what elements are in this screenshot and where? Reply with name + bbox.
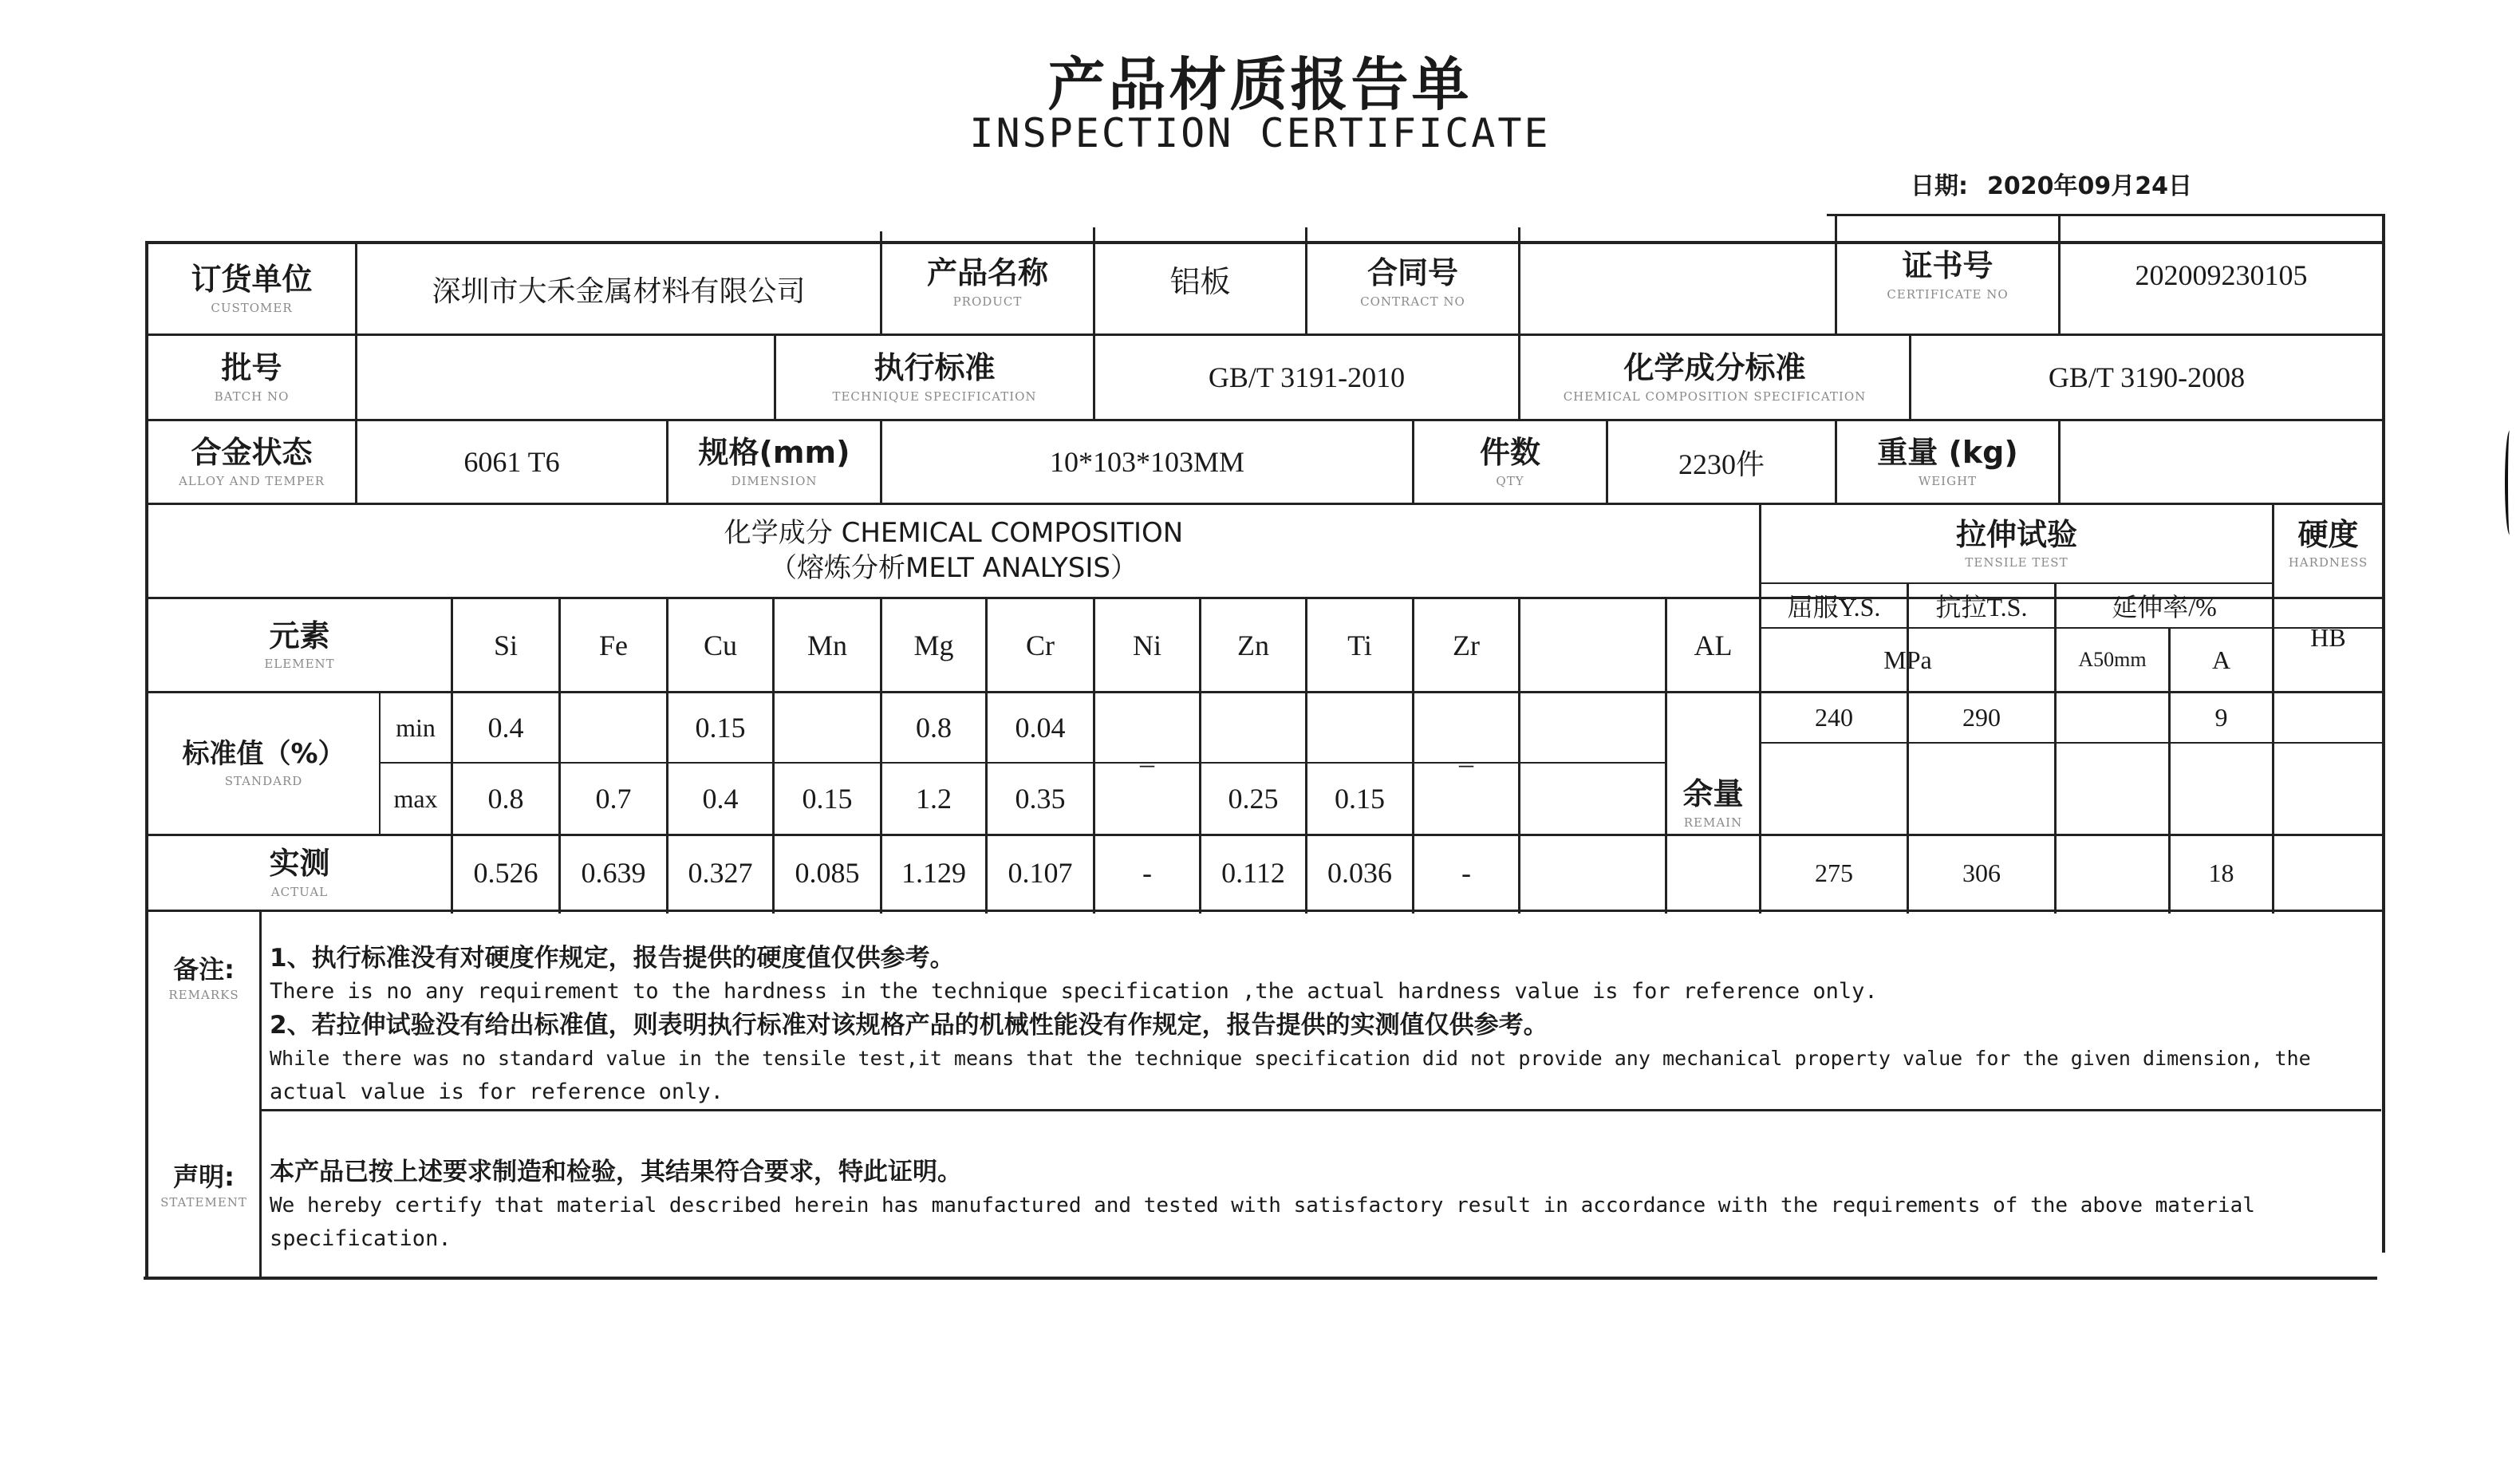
element-header-cell-text: Ti: [1347, 629, 1372, 661]
hardness-title: 硬度 HARDNESS: [2288, 516, 2368, 570]
weight-label: 重量 (kg) WEIGHT: [1877, 435, 2018, 488]
actual-value-cell: [668, 836, 772, 910]
element-header-cell-text: Ni: [1133, 629, 1161, 661]
certificate-title-cn: 产品材质报告单: [1047, 50, 1473, 118]
min-value-cell: [1201, 693, 1305, 762]
product-value: 铝板: [1169, 264, 1231, 300]
issue-date: [1911, 166, 2211, 201]
element-header-cell-text: AL: [1694, 629, 1733, 661]
actual-value-cell-text: 1.129: [901, 857, 966, 889]
composition-title: 化学成分 CHEMICAL COMPOSITION （熔炼分析MELT ANALYSIS）: [724, 517, 1184, 584]
min-label: min: [396, 712, 436, 742]
chem-standard-value: GB/T 3190-2008: [2048, 361, 2246, 393]
actual-value-cell-text: 0.327: [688, 857, 753, 889]
tensile-strength-header: 抗拉T.S.: [1935, 593, 2028, 622]
max-value-cell-text: 0.4: [702, 783, 739, 815]
actual-value-cell: [561, 836, 666, 910]
max-value-cell: [1307, 764, 1412, 834]
date-label: 日期:: [1911, 172, 1968, 200]
element-header-cell-text: Zr: [1453, 629, 1480, 661]
element-header-cell-text: Si: [493, 629, 519, 661]
element-header-cell-text: Cr: [1026, 629, 1055, 661]
element-header-cell-text: Mg: [913, 629, 954, 661]
dimension-label: 规格(mm) DIMENSION: [698, 435, 850, 488]
element-header-cell: [1667, 599, 1759, 691]
actual-value-cell-text: -: [1461, 857, 1471, 889]
max-value-cell: [775, 764, 880, 834]
alloy-label: 合金状态 ALLOY AND TEMPER: [178, 435, 325, 488]
actual-ys: 275: [1815, 858, 1853, 887]
actual-value-cell: [453, 836, 558, 910]
al-remain: 余量 REMAIN: [1682, 776, 1744, 830]
min-value-cell: [668, 693, 772, 762]
element-header-cell-text: Cu: [703, 629, 737, 661]
actual-value-cell-text: 0.112: [1221, 857, 1285, 889]
statement-text: 本产品已按上述要求制造和检验，其结果符合要求，特此证明。 We hereby certify that material described herein has manufactured and tested with satisfactory result in accordance with the requirements of the above material specification.: [270, 1158, 2255, 1251]
min-value-cell: [1307, 693, 1412, 762]
alloy-value: 6061 T6: [463, 446, 560, 478]
actual-value-cell: [1414, 836, 1518, 910]
element-header-cell: [988, 599, 1093, 691]
min-value-cell-text: 0.8: [916, 712, 952, 744]
actual-ts: 306: [1962, 858, 2001, 887]
max-value-cell-text: 1.2: [916, 783, 952, 815]
element-header-cell: [1201, 599, 1305, 691]
certificate-title-en: INSPECTION CERTIFICATE: [969, 110, 1551, 156]
actual-value-cell: [1201, 836, 1305, 910]
element-header-cell-text: Zn: [1237, 629, 1269, 661]
max-value-cell: [1201, 764, 1305, 834]
max-value-cell: [561, 764, 666, 834]
statement-label: 声明: STATEMENT: [160, 1162, 247, 1210]
element-header-cell: [1520, 599, 1665, 691]
max-label: max: [393, 783, 438, 813]
min-value-cell: [775, 693, 880, 762]
min-value-cell-text: 0.4: [487, 712, 524, 744]
actual-a50: [2057, 836, 2168, 910]
max-value-cell: [453, 764, 558, 834]
actual-value-cell: [1095, 836, 1199, 910]
batch-value: [357, 336, 774, 419]
weight-value: [2061, 421, 2382, 503]
zr-standard: –: [1459, 748, 1473, 779]
actual-a: 18: [2208, 858, 2234, 887]
max-value-cell-text: 0.7: [595, 783, 632, 815]
actual-value-cell-text: 0.639: [581, 857, 646, 889]
element-header-cell: [1414, 599, 1518, 691]
element-header-cell-text: Fe: [599, 629, 628, 661]
yield-strength-header: 屈服Y.S.: [1787, 593, 1881, 622]
max-value-cell-text: 0.15: [1335, 783, 1385, 815]
customer-label: 订货单位 CUSTOMER: [191, 262, 313, 315]
actual-value-cell: [1520, 836, 1665, 910]
element-header-cell: [882, 599, 985, 691]
date-value: 2020年09月24日: [1987, 172, 2192, 200]
elongation-header: 延伸率/%: [2112, 593, 2217, 622]
actual-value-cell: [988, 836, 1093, 910]
min-value-cell: [561, 693, 666, 762]
element-header-cell: [775, 599, 880, 691]
element-header-cell: [1307, 599, 1412, 691]
actual-value-cell: [882, 836, 985, 910]
element-header-cell-text: Mn: [806, 629, 847, 661]
actual-value-cell-text: 0.036: [1327, 857, 1392, 889]
element-header-cell: [453, 599, 558, 691]
hardness-unit: HB: [2310, 622, 2346, 652]
actual-value-cell-text: -: [1142, 857, 1152, 889]
min-value-cell: [453, 693, 558, 762]
max-value-cell-text: 0.25: [1228, 783, 1279, 815]
element-header-cell: [561, 599, 666, 691]
standard-label: 标准值（%） STANDARD: [182, 738, 345, 788]
tensile-title: 拉伸试验 TENSILE TEST: [1955, 516, 2077, 570]
remarks-text: 1、执行标准没有对硬度作规定，报告提供的硬度值仅供参考。 There is no any requirement to the hardness in the technique specification ,the actual hardness value is for reference only. 2、若拉伸试验没有给出标准值，则表明执行标准对该规格产品的机械性能没有作规定，报告提供的实测值仅供参考。 While there was no standard value in the tensile test,it means that the technique specification did not provide any mechanical property value for the given dimension, the actual value is for reference only.: [270, 944, 2311, 1104]
element-header-cell: [668, 599, 772, 691]
batch-label: 批号 BATCH NO: [214, 350, 290, 404]
a50-header: A50mm: [2078, 648, 2147, 671]
max-value-cell: [882, 764, 985, 834]
qty-label: 件数 QTY: [1479, 435, 1540, 488]
a-header: A: [2211, 645, 2231, 674]
contract-value: [1520, 231, 1835, 333]
max-value-cell-text: 0.15: [802, 783, 853, 815]
technique-value: GB/T 3191-2010: [1208, 361, 1406, 393]
contract-label: 合同号 CONTRACT NO: [1360, 255, 1465, 309]
actual-value-cell-text: 0.526: [473, 857, 538, 889]
element-header-cell: [1095, 599, 1199, 691]
certificate-value: 202009230105: [2135, 259, 2308, 291]
mpa-unit: MPa: [1883, 645, 1932, 674]
standard-ts: 290: [1962, 703, 2001, 732]
dimension-value: 10*103*103MM: [1049, 446, 1245, 478]
element-label: 元素 ELEMENT: [264, 618, 335, 672]
actual-label: 实测 ACTUAL: [269, 846, 330, 899]
actual-value-cell-text: 0.085: [795, 857, 860, 889]
certificate-label: 证书号 CERTIFICATE NO: [1887, 248, 2009, 302]
actual-value-cell-text: 0.107: [1008, 857, 1073, 889]
customer-value: 深圳市大禾金属材料有限公司: [432, 274, 806, 308]
min-value-cell-text: 0.04: [1015, 712, 1066, 744]
min-value-cell-text: 0.15: [695, 712, 746, 744]
actual-value-cell: [1307, 836, 1412, 910]
chem-standard-label: 化学成分标准 CHEMICAL COMPOSITION SPECIFICATION: [1563, 350, 1867, 404]
max-value-cell: [988, 764, 1093, 834]
product-label: 产品名称 PRODUCT: [926, 255, 1048, 309]
standard-a: 9: [2214, 703, 2228, 732]
standard-ys: 240: [1815, 703, 1853, 732]
max-value-cell-text: 0.35: [1015, 783, 1066, 815]
ni-standard: –: [1140, 748, 1154, 779]
page-edge-mark: [2505, 431, 2514, 535]
standard-a50: [2057, 693, 2168, 742]
min-value-cell: [882, 693, 985, 762]
min-value-cell: [988, 693, 1093, 762]
technique-label: 执行标准 TECHNIQUE SPECIFICATION: [832, 350, 1037, 404]
max-value-cell: [668, 764, 772, 834]
max-value-cell-text: 0.8: [487, 783, 524, 815]
remarks-label: 备注: REMARKS: [168, 954, 239, 1002]
qty-value: 2230件: [1678, 448, 1765, 480]
actual-value-cell: [775, 836, 880, 910]
